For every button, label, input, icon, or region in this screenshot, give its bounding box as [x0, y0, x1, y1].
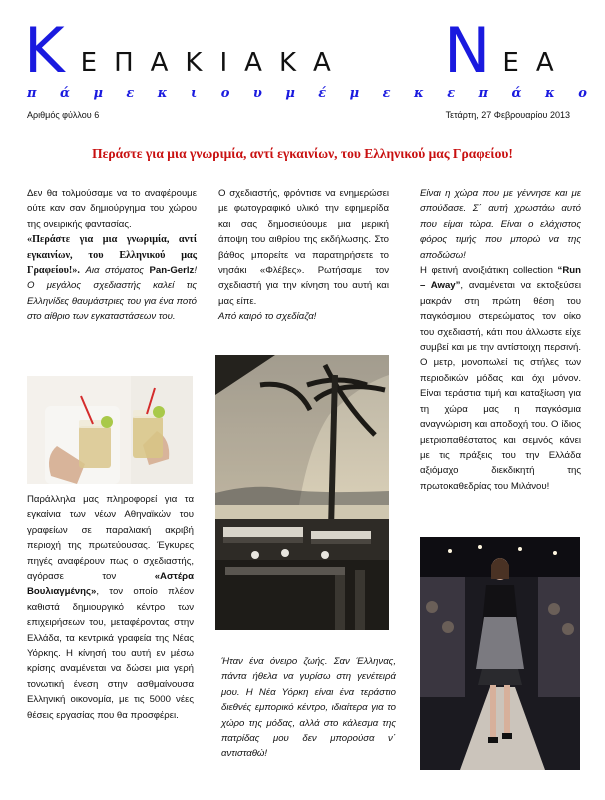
brand-name: Pan-Gerlz	[149, 265, 195, 277]
masthead-word-2	[444, 14, 571, 87]
para2-continuation: , τον οποίο πλέον καθιστά δημιουργικό κέντρο των επιχειρήσεων του, μεταφέροντας στην Ελλάδα, τα κεντρικά γραφεία της Νέας Υόρκης. Η κίνησή του αυτή εν μέσω κρίσης αναμένεται να δώσει μια γερή τονωτική ένεση στην ασθμαίνουσα Ελληνική οικονομία, με τις 5000 νέες θέσεις εργασίας που θα προσφέρει.	[27, 586, 194, 721]
tagline-letter: ά	[511, 86, 522, 101]
tagline-letter: π	[478, 86, 489, 101]
headline: Περάστε για μια γνωριμία, αντί εγκαινίων, του Ελληνικού μας Γραφείου!	[92, 146, 513, 161]
masthead-initial-n: N	[444, 14, 491, 87]
quote-attribution: Αια στόματος	[85, 265, 144, 277]
para2-text: Παράλληλα μας πληροφορεί για τα εγκαίνια των νέων Αθηναϊκών του γραφείων σε παραλιακή ακριβή περιοχή της πρωτεύουσας. Έγκυρες πηγές αναφέρουν πως ο σχεδιαστής, αγόρασε τον	[27, 494, 194, 583]
tagline-letter: ά	[59, 86, 70, 101]
tagline-letter: ε	[447, 86, 456, 101]
tagline-letter: μ	[93, 86, 103, 101]
column-2-bottom	[221, 654, 396, 762]
venue-name: «Αστέρα Βουλιαγμένης»	[27, 571, 194, 598]
issue-date: Τετάρτη, 27 Φεβρουαρίου 2013	[445, 110, 570, 120]
drinks-illustration	[27, 376, 193, 484]
masthead-initial-k: K	[24, 14, 65, 87]
tagline-letter: κ	[157, 86, 168, 101]
tagline-letter: έ	[318, 86, 327, 101]
column-1-top	[27, 186, 197, 325]
runway-illustration	[420, 537, 580, 770]
collection-intro: Η φετινή ανοιξιάτικη collection	[420, 265, 553, 277]
tagline-letter: ε	[126, 86, 135, 101]
tagline-letter: κ	[413, 86, 424, 101]
intro-text: Δεν θα τολμούσαμε να το αναφέρουμε ούτε καν σαν δημιούργημα του χώρου της ονειρικής φαντασίας.	[27, 188, 197, 230]
tagline-letter: μ	[285, 86, 295, 101]
article-paragraph	[27, 232, 197, 324]
masthead-word-1	[24, 14, 348, 87]
column-1-bottom	[27, 492, 194, 723]
collection-text: , αναμένεται να εκτοξεύσει μακράν στη πρώτη θέση του παγκόσμιου στερεώματος τον οίκο του σχεδιαστή, κάτι που άλλωστε είχε συμβεί και με την αντίστοιχη περσινή. Ο μετρ, μονοπωλεί τις στήλες των περιοδικών μόδας και όχι μόνον. Είναι τεράστια τιμή και καταξίωση για τη χώρα μας η παγκόσμια αναγνώριση και αποδοχή του. Ο ίδιος μετριοπαθέστατος και σεμνός κάνει με τις πράξεις του την Ελλάδα αξιόμαχο διεκδικητή της πρωτοκαθεδρίας του Μιλάνου!	[420, 280, 581, 492]
designer-quote-long: Ήταν ένα όνειρο ζωής. Σαν Έλληνας, πάντα ήθελα να γυρίσω στη γενέτειρά μου. Η Νέα Υόρκη είναι ένα τεράστιο διεθνές εμπορικό κέντρο, ιδιαίτερα για το χώρο της μόδας, αλλά στο κάλεσμα της πατρίδας μου δεν μπορούσα ν΄ αντισταθώ!	[221, 656, 396, 760]
collection-name: “Run – Away”	[420, 265, 581, 292]
runway-model-photo	[420, 537, 580, 770]
tagline-letter: π	[27, 86, 37, 101]
masthead	[0, 14, 605, 87]
article-paragraph	[27, 492, 194, 723]
designer-quote-homeland: Είναι η χώρα που με γέννησε και με σπούδασε. Σ΄ αυτή χρωστάω αυτό που είμαι τώρα. Είναι ο ελάχιστος φόρος τιμής που μπορώ να της αποδώσω!	[420, 188, 581, 261]
tagline-letter: ι	[190, 86, 198, 101]
tagline-letter: μ	[349, 86, 360, 101]
column-3	[420, 186, 581, 494]
masthead-word-1-rest: ΕΠΑΚΙΑΚΑ	[80, 48, 348, 78]
designer-paragraph: Ο σχεδιαστής, φρόντισε να ενημερώσει με φωτογραφικό υλικό την εφημερίδα και σας δημοσιεύουμε μια μερική άποψη του αιθρίου της εκδήλωσης. Στο βάθος μπορείτε να παρατηρήσετε το νησάκι «Φλέβες». Ρωτήσαμε τον σχεδιαστή για την κίνηση του αυτή και μας είπε.	[218, 188, 389, 307]
masthead-tagline	[27, 86, 587, 102]
tagline-letter: ε	[382, 86, 391, 101]
column-2-top	[218, 186, 389, 325]
designer-quote: Από καιρό το σχεδίαζα!	[218, 311, 317, 323]
tagline-letter: ο	[578, 86, 587, 101]
headline-quote: «Περάστε για μια γνωριμία, αντί εγκαινίων, του Ελληνικού μας Γραφείου!».	[27, 234, 197, 277]
issue-number: Αριθμός φύλλου 6	[27, 110, 100, 120]
seaside-terrace-photo	[215, 355, 389, 630]
terrace-illustration	[215, 355, 389, 630]
tagline-letter: ο	[220, 86, 230, 101]
masthead-word-2-rest: ΕΑ	[502, 48, 571, 78]
drinks-photo	[27, 376, 193, 484]
article-paragraph	[27, 186, 197, 232]
tagline-letter: κ	[544, 86, 555, 101]
tagline-letter: υ	[252, 86, 262, 101]
quote-continuation: ! Ο μεγάλος σχεδιαστής καλεί τις Ελληνίδες θαυμάστριες του για ένα ποτό στο αίθριο των εγκαταστάσεων του.	[27, 265, 197, 323]
article-paragraph	[420, 263, 581, 494]
article-paragraph	[218, 186, 389, 309]
